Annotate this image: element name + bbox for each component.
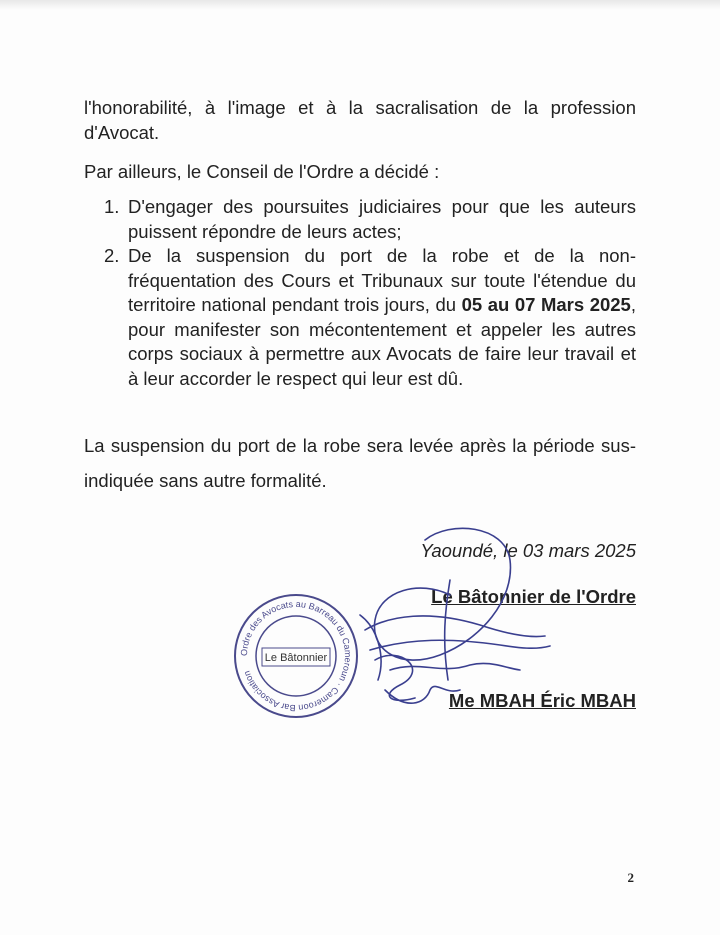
list-item: [104, 244, 636, 391]
decision-list: [104, 195, 636, 391]
paragraph-suspension-levee: La suspension du port de la robe sera levée après la période sus-indiquée sans autre formalité.: [84, 435, 636, 491]
place-date: Yaoundé, le 03 mars 2025: [420, 540, 636, 561]
signatory-role: Le Bâtonnier de l'Ordre: [431, 586, 636, 607]
page-top-edge: [0, 0, 720, 10]
list-item: [104, 195, 636, 244]
signatory-name: Me MBAH Éric MBAH: [448, 690, 636, 711]
stamp-center-text: Le Bâtonnier: [264, 652, 328, 664]
paragraph-conseil-decide: Par ailleurs, le Conseil de l'Ordre a décidé :: [84, 161, 440, 182]
list-item-text-continued: , pour manifester son mécontentement et appeler les autres corps sociaux à permettre aux Avocats de faire leur travail et à leur accorder le respect qui leur est dû.: [128, 294, 636, 389]
list-item-text: De la suspension du port de la robe et de la non-fréquentation des Cours et Tribunaux sur toute l'étendue du territoire national pendant trois jours, du: [128, 245, 636, 315]
list-item-number: 1.: [104, 196, 120, 217]
list-item-number: 2.: [104, 245, 120, 266]
list-item-dates: 05 au 07 Mars 2025: [461, 294, 631, 315]
page-number: 2: [627, 870, 634, 885]
stamp-ring-text: Ordre des Avocats au Barreau du Cameroun · Cameroon Bar Association: [238, 598, 354, 714]
paragraph-honorabilite: l'honorabilité, à l'image et à la sacralisation de la profession d'Avocat.: [84, 97, 636, 143]
list-item-text: D'engager des poursuites judiciaires pour que les auteurs puissent répondre de leurs actes;: [128, 196, 636, 242]
